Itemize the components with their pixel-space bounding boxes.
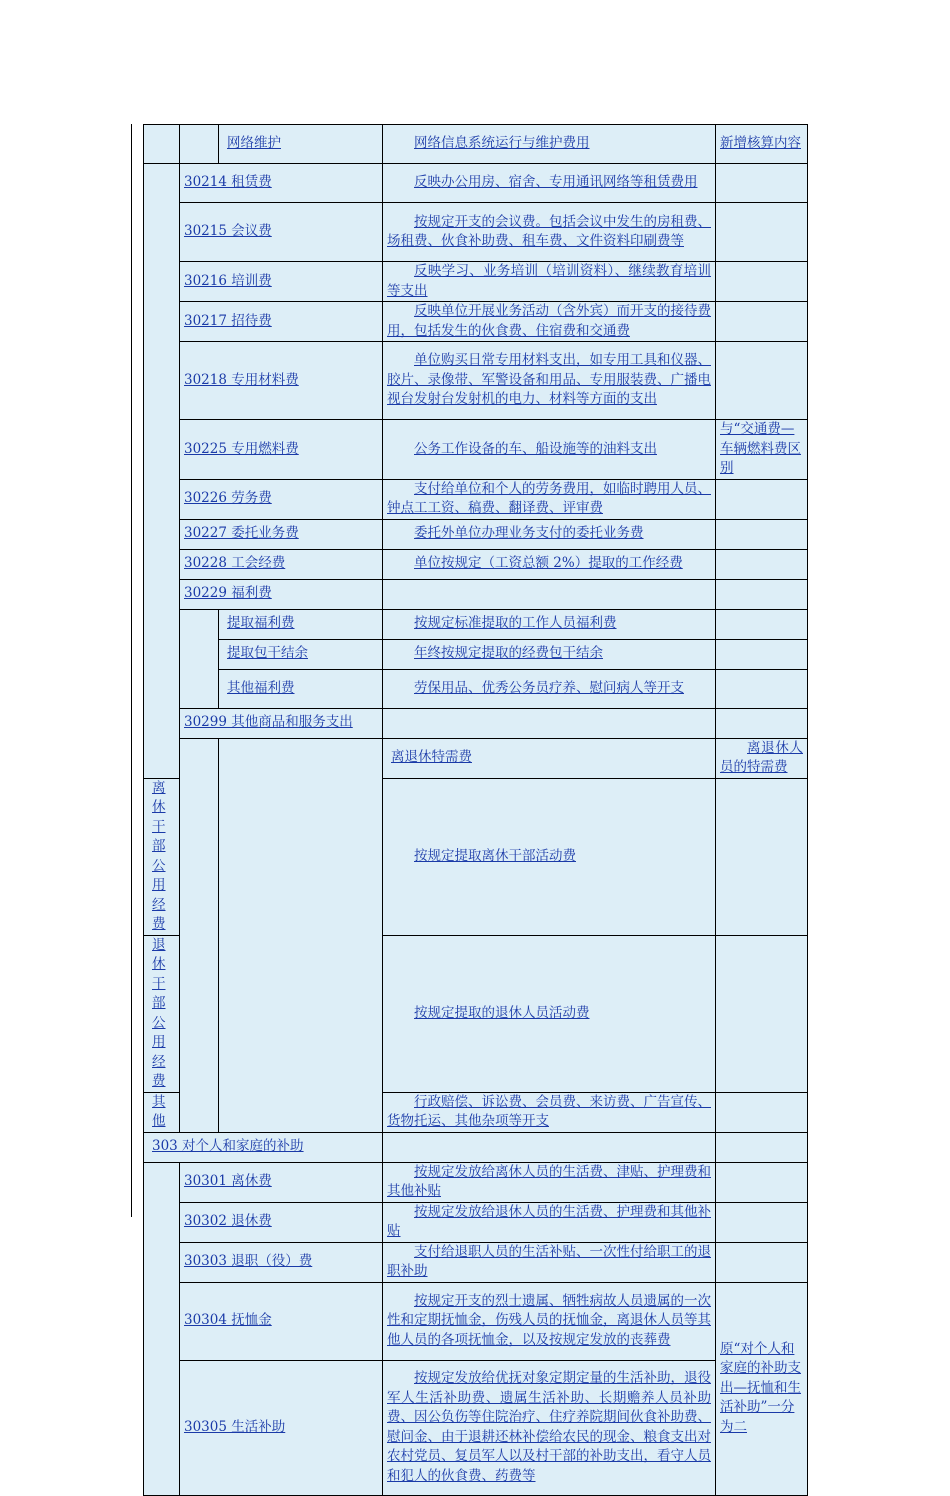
- item-name-cell: [180, 519, 383, 549]
- table-row: [144, 708, 808, 738]
- table-row: [144, 669, 808, 708]
- item-desc: 单位按规定（工资总额 2%）提取的工作经费: [414, 555, 683, 572]
- item-desc: 按规定开支的会议费。包括会议中发生的房租费、场租费、伙食补助费、租车费、文件资料印刷费等: [387, 213, 711, 249]
- item-note-cell: [716, 549, 808, 579]
- item-note: 原“对个人和家庭的补助支出—抚恤和生活补助”一分为二: [720, 1340, 801, 1435]
- item-desc-cell: [383, 778, 716, 935]
- item-desc: 按规定开支的烈士遗属、牺牲病故人员遗属的一次性和定期抚恤金，伤残人员的抚恤金，离退休人员等其他人员的各项抚恤金，以及按规定发放的丧葬费: [387, 1292, 711, 1348]
- item-link[interactable]: 30227 委托业务费: [184, 525, 299, 542]
- table-row: [144, 1202, 808, 1242]
- item-desc-cell: [383, 125, 716, 164]
- item-link[interactable]: 30215 会议费: [184, 223, 272, 240]
- budget-classification-table: [143, 124, 807, 1484]
- item-desc-cell: [383, 1162, 716, 1202]
- item-name-cell: [144, 1092, 180, 1132]
- item-name-cell: [219, 669, 383, 708]
- item-desc: 行政赔偿、诉讼费、会员费、来访费、广告宣传、货物托运、其他杂项等开支: [387, 1093, 711, 1129]
- item-desc: 按规定发放给退休人员的生活费、护理费和其他补贴: [387, 1203, 711, 1239]
- table-row: [144, 203, 808, 262]
- item-link[interactable]: 离退休特需费: [391, 749, 472, 766]
- table-row: [144, 549, 808, 579]
- item-desc-cell: [383, 549, 716, 579]
- item-desc: 离退休人员的特需费: [720, 739, 803, 775]
- blank-cell: [180, 609, 219, 708]
- item-link[interactable]: 30229 福利费: [184, 585, 272, 602]
- item-desc: 按规定提取离休干部活动费: [414, 847, 576, 864]
- item-name-cell: [180, 549, 383, 579]
- blank-cell: [144, 164, 180, 779]
- item-name-cell: [144, 935, 180, 1092]
- item-note-cell: [716, 479, 808, 519]
- item-name-cell: [180, 1202, 383, 1242]
- table-row: [144, 302, 808, 342]
- category-name-cell: [144, 1132, 383, 1162]
- table-row: [144, 1162, 808, 1202]
- table-row: [144, 1360, 808, 1495]
- item-note-cell: [716, 125, 808, 164]
- table-row: [144, 1132, 808, 1162]
- item-link[interactable]: 30217 招待费: [184, 312, 272, 329]
- table-row: [144, 519, 808, 549]
- item-name-cell: [180, 1242, 383, 1282]
- item-desc: 劳保用品、优秀公务员疗养、慰问病人等开支: [414, 679, 684, 696]
- item-desc: 支付给退职人员的生活补贴、一次性付给职工的退职补助: [387, 1243, 711, 1279]
- table-row: [144, 609, 808, 639]
- item-name-cell: [180, 302, 383, 342]
- item-desc-cell: [383, 420, 716, 480]
- item-desc-cell: [383, 1242, 716, 1282]
- item-name-cell: [383, 738, 716, 778]
- item-link[interactable]: 提取包干结余: [227, 645, 308, 662]
- item-desc-cell: [383, 935, 716, 1092]
- item-desc-cell: [383, 519, 716, 549]
- item-desc-cell: [383, 639, 716, 669]
- table-row: [144, 262, 808, 302]
- item-note-cell: [716, 1202, 808, 1242]
- item-note: 与“交通费—车辆燃料费区别: [720, 421, 801, 476]
- item-link[interactable]: 提取福利费: [227, 615, 295, 632]
- item-link[interactable]: 其他: [152, 1093, 166, 1129]
- blank-cell: [180, 738, 219, 1132]
- item-note-cell: [716, 778, 808, 935]
- item-desc-cell: [383, 1202, 716, 1242]
- item-name-cell: [219, 125, 383, 164]
- table-row: [144, 1242, 808, 1282]
- item-note-cell: [716, 1242, 808, 1282]
- item-link[interactable]: 离休干部公用经费: [152, 779, 166, 932]
- item-desc-cell: [383, 1360, 716, 1495]
- item-link[interactable]: 30304 抚恤金: [184, 1312, 272, 1329]
- item-link[interactable]: 30226 劳务费: [184, 490, 272, 507]
- item-desc: 按规定标准提取的工作人员福利费: [414, 615, 617, 632]
- item-desc-cell: [383, 479, 716, 519]
- blank-cell: [180, 125, 219, 164]
- item-note-cell: [716, 342, 808, 420]
- item-desc-cell: [383, 164, 716, 203]
- item-link[interactable]: 网络维护: [227, 135, 281, 152]
- item-desc-cell: [383, 609, 716, 639]
- item-desc-cell: [383, 302, 716, 342]
- item-desc-cell: [383, 203, 716, 262]
- item-name-cell: [180, 203, 383, 262]
- item-note-cell: [716, 579, 808, 609]
- table-row: [144, 420, 808, 480]
- item-desc: 按规定提取的退休人员活动费: [414, 1004, 590, 1021]
- item-link[interactable]: 30228 工会经费: [184, 555, 286, 572]
- item-note-cell: [716, 609, 808, 639]
- item-name-cell: [180, 164, 383, 203]
- item-note-cell: [716, 203, 808, 262]
- item-name-cell: [180, 479, 383, 519]
- item-name-cell: [180, 1282, 383, 1360]
- item-link[interactable]: 30302 退休费: [184, 1213, 272, 1230]
- item-name-cell: [219, 609, 383, 639]
- category-link[interactable]: 303 对个人和家庭的补助: [152, 1138, 304, 1155]
- item-desc: 支付给单位和个人的劳务费用，如临时聘用人员、钟点工工资、稿费、翻译费、评审费: [387, 480, 711, 516]
- item-link[interactable]: 30301 离休费: [184, 1173, 272, 1190]
- item-link[interactable]: 30299 其他商品和服务支出: [184, 714, 353, 731]
- item-link[interactable]: 退休干部公用经费: [152, 936, 166, 1089]
- blank-cell: [219, 738, 383, 1132]
- item-desc-cell: [383, 669, 716, 708]
- item-note-cell: [716, 1092, 808, 1132]
- item-note-cell: [716, 302, 808, 342]
- item-note-cell: [716, 420, 808, 480]
- item-name-cell: [144, 778, 180, 935]
- item-desc: 按规定发放给离休人员的生活费、津贴、护理费和其他补贴: [387, 1163, 711, 1199]
- item-link[interactable]: 30216 培训费: [184, 272, 272, 289]
- item-desc: 反映学习、业务培训（培训资料）、继续教育培训等支出: [387, 263, 711, 299]
- left-margin-line: [131, 124, 132, 1217]
- table-row: [144, 639, 808, 669]
- item-name-cell: [180, 262, 383, 302]
- item-desc: 网络信息系统运行与维护费用: [414, 135, 590, 152]
- item-desc: 公务工作设备的车、船设施等的油料支出: [414, 440, 657, 457]
- item-note: 新增核算内容: [720, 135, 801, 152]
- item-desc-cell: [383, 1282, 716, 1360]
- item-name-cell: [180, 708, 383, 738]
- table-row: [144, 738, 808, 778]
- item-desc-cell: [383, 1132, 716, 1162]
- item-desc: 单位购买日常专用材料支出，如专用工具和仪器、胶片、录像带、军警设备和用品、专用服装费、广播电视台发射台发射机的电力、材料等方面的支出: [387, 352, 711, 408]
- item-desc-cell: [383, 708, 716, 738]
- item-desc: 年终按规定提取的经费包干结余: [414, 645, 603, 662]
- item-note-cell: [716, 519, 808, 549]
- item-name-cell: [180, 579, 383, 609]
- item-name-cell: [180, 1360, 383, 1495]
- table-row: [144, 579, 808, 609]
- table-row: [144, 164, 808, 203]
- item-note-cell: [716, 1162, 808, 1202]
- item-desc-cell: [383, 342, 716, 420]
- item-note-cell: [716, 935, 808, 1092]
- item-name-cell: [180, 342, 383, 420]
- item-note-cell: [716, 669, 808, 708]
- item-note-cell: [716, 639, 808, 669]
- item-desc-cell: [716, 738, 808, 778]
- table-row: [144, 125, 808, 164]
- item-link[interactable]: 其他福利费: [227, 679, 295, 696]
- blank-cell: [144, 1162, 180, 1495]
- item-desc: 反映办公用房、宿舍、专用通讯网络等租赁费用: [414, 174, 698, 191]
- item-link[interactable]: 30305 生活补助: [184, 1418, 286, 1435]
- item-desc-cell: [383, 262, 716, 302]
- item-note-cell: [716, 1282, 808, 1495]
- item-desc: 反映单位开展业务活动（含外宾）而开支的接待费用，包括发生的伙食费、住宿费和交通费: [387, 303, 711, 339]
- item-name-cell: [180, 420, 383, 480]
- item-note-cell: [716, 708, 808, 738]
- item-desc: 按规定发放给优抚对象定期定量的生活补助，退役军人生活补助费、遗属生活补助、长期赡养人员补助费、因公负伤等住院治疗、住疗养院期间伙食补助费、慰问金、由于退耕还林补偿给农民的现金、粮食支出对农村党员、复员军人以及村干部的补助支出，看守人员和犯人的伙食费、药费等: [387, 1370, 711, 1484]
- item-note-cell: [716, 262, 808, 302]
- item-name-cell: [180, 1162, 383, 1202]
- item-note-cell: [716, 1132, 808, 1162]
- item-note-cell: [716, 164, 808, 203]
- item-link[interactable]: 30225 专用燃料费: [184, 440, 299, 457]
- item-link[interactable]: 30214 租赁费: [184, 174, 272, 191]
- item-link[interactable]: 30218 专用材料费: [184, 371, 299, 388]
- blank-cell: [144, 125, 180, 164]
- table-row: [144, 342, 808, 420]
- item-desc-cell: [383, 579, 716, 609]
- item-desc: 委托外单位办理业务支付的委托业务费: [414, 525, 644, 542]
- table-row: [144, 1282, 808, 1360]
- item-desc-cell: [383, 1092, 716, 1132]
- table-row: [144, 479, 808, 519]
- item-name-cell: [219, 639, 383, 669]
- item-link[interactable]: 30303 退职（役）费: [184, 1253, 313, 1270]
